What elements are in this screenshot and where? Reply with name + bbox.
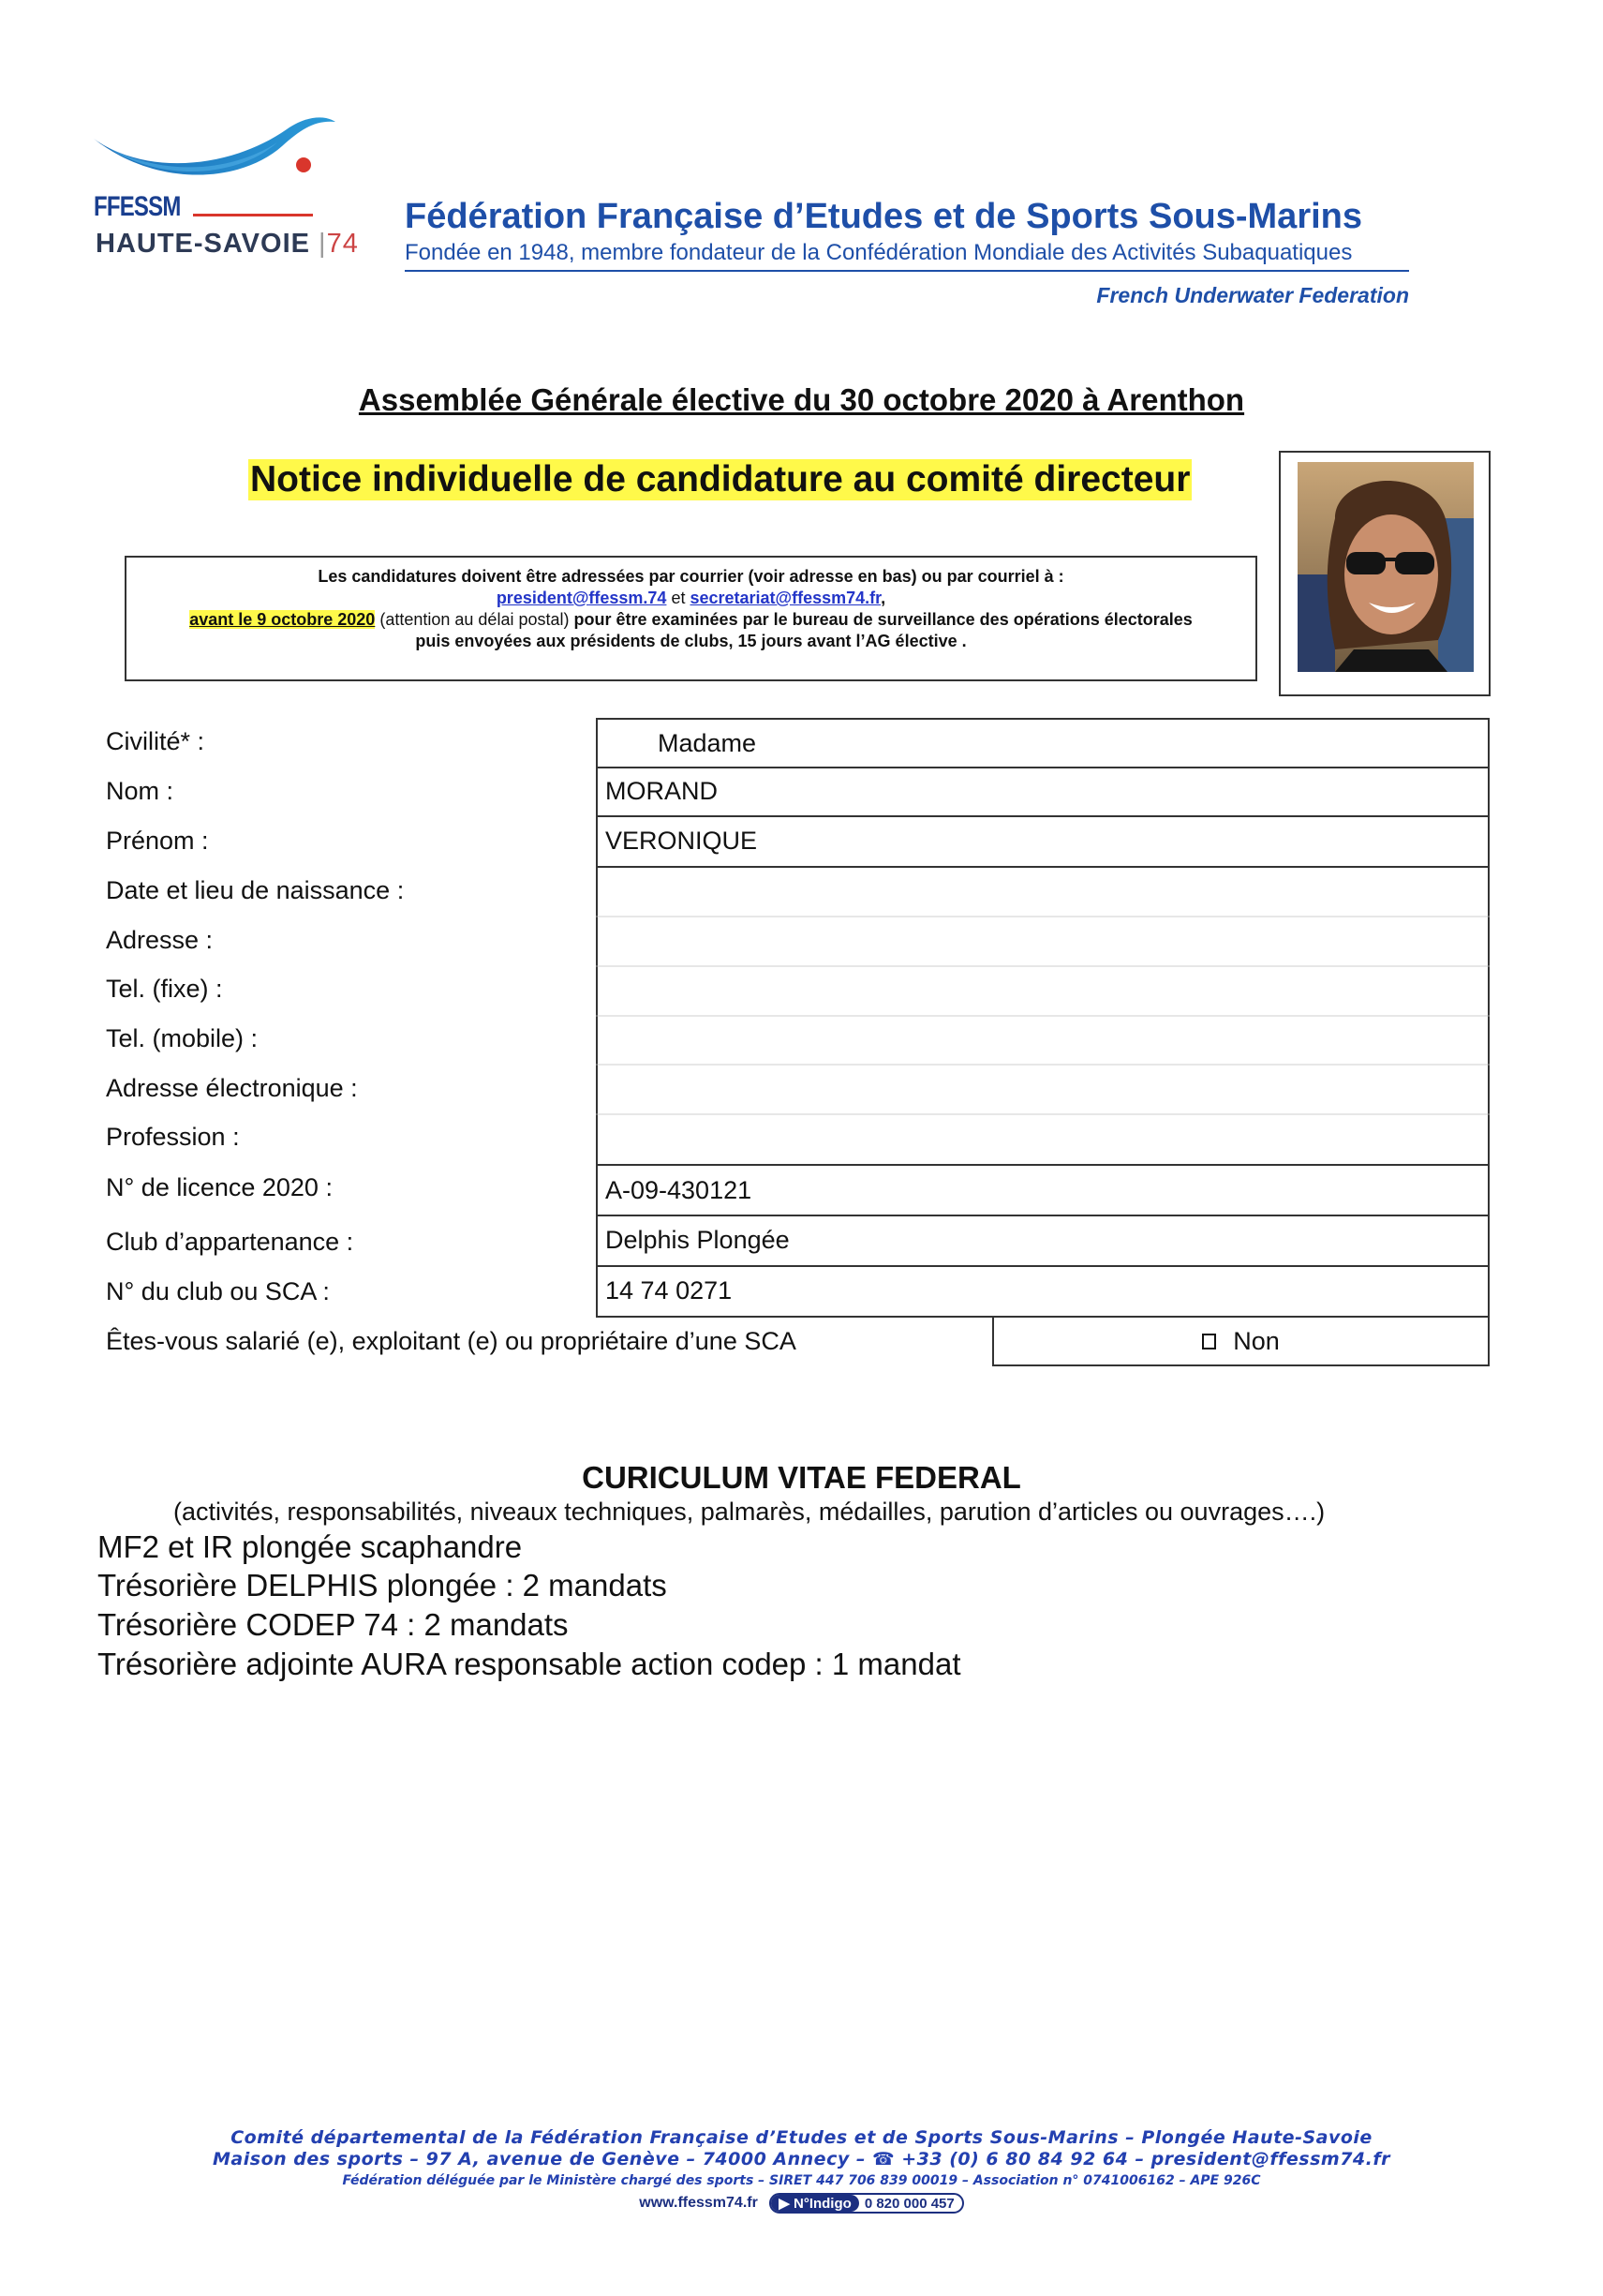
club-label: Club d’appartenance : <box>106 1228 354 1256</box>
row-divider <box>596 965 1490 967</box>
wave-logo-icon <box>90 111 352 195</box>
civilite-label: Civilité* : <box>106 727 205 755</box>
footer-legal: Fédération déléguée par le Ministère chargé des sports – SIRET 447 706 839 00019 – Association n° 0741006162 – APE 926C <box>342 2173 1261 2188</box>
salarie-field[interactable] <box>992 1316 1490 1366</box>
salarie-value: Non <box>1233 1326 1280 1355</box>
instructions-line-2 <box>126 589 1255 608</box>
club-field[interactable]: Delphis Plongée <box>596 1215 1490 1267</box>
ffessm-logo <box>90 111 359 270</box>
profession-label: Profession : <box>106 1123 240 1151</box>
comma: , <box>881 589 886 607</box>
club-number-label: N° du club ou SCA : <box>106 1277 330 1305</box>
federation-subtitle: Fondée en 1948, membre fondateur de la Confédération Mondiale des Activités Subaquatiques <box>405 240 1353 265</box>
federation-rule <box>405 270 1409 272</box>
candidate-photo <box>1298 462 1474 672</box>
nom-label: Nom : <box>106 777 174 805</box>
logo-department: HAUTE-SAVOIE |74 <box>96 229 359 259</box>
phone-icon: ▶ <box>779 2196 790 2212</box>
licence-field[interactable]: A-09-430121 <box>596 1164 1490 1216</box>
indigo-number: 0 820 000 457 <box>864 2196 955 2212</box>
postal-note: (attention au délai postal) <box>379 610 570 629</box>
indigo-badge <box>769 2193 963 2214</box>
footer-address: Maison des sports – 97 A, avenue de Genève – 74000 Annecy – ☎ +33 (0) 6 80 84 92 64 – president@ffessm74.fr <box>213 2149 1390 2169</box>
club-number-field[interactable]: 14 74 0271 <box>596 1265 1490 1318</box>
salarie-label: Êtes-vous salarié (e), exploitant (e) ou propriétaire d’une SCA <box>106 1327 796 1355</box>
indigo-label <box>771 2195 859 2212</box>
federation-title: Fédération Française d’Etudes et de Sports Sous-Marins <box>405 197 1363 236</box>
tel-mobile-label: Tel. (mobile) : <box>106 1024 259 1052</box>
cv-item: MF2 et IR plongée scaphandre <box>97 1529 523 1564</box>
logo-dept-name: HAUTE-SAVOIE <box>96 229 310 259</box>
president-email-link[interactable]: president@ffessm.74 <box>496 589 667 607</box>
tel-fixe-label: Tel. (fixe) : <box>106 975 223 1003</box>
row-divider <box>596 916 1490 917</box>
licence-label: N° de licence 2020 : <box>106 1173 333 1201</box>
instructions-line-4: puis envoyées aux présidents de clubs, 15 jours avant l’AG élective . <box>415 632 967 650</box>
row-divider <box>596 1064 1490 1066</box>
cv-item: Trésorière adjointe AURA responsable action codep : 1 mandat <box>97 1647 961 1681</box>
logo-red-rule <box>193 214 313 216</box>
cv-title: CURICULUM VITAE FEDERAL <box>582 1460 1021 1495</box>
assembly-title: Assemblée Générale élective du 30 octobre 2020 à Arenthon <box>358 382 1245 417</box>
instructions-line-3 <box>126 610 1255 630</box>
instructions-line-3-rest: pour être examinées par le bureau de surveillance des opérations électorales <box>573 610 1193 629</box>
prenom-label: Prénom : <box>106 827 209 855</box>
cv-item: Trésorière DELPHIS plongée : 2 mandats <box>97 1568 667 1603</box>
notice-title: Notice individuelle de candidature au comité directeur <box>250 459 1191 499</box>
prenom-field[interactable]: VERONIQUE <box>596 815 1490 868</box>
secretariat-email-link[interactable]: secretariat@ffessm74.fr <box>690 589 882 607</box>
checkbox-icon[interactable] <box>1202 1334 1216 1349</box>
portrait-image <box>1298 462 1474 672</box>
footer-contact <box>0 2193 1603 2214</box>
federation-english-name: French Underwater Federation <box>1096 283 1409 307</box>
personal-details-fields[interactable] <box>596 868 1490 1166</box>
row-divider <box>596 1113 1490 1115</box>
indigo-label-text: N°Indigo <box>793 2196 852 2212</box>
cv-subtitle: (activités, responsabilités, niveaux techniques, palmarès, médailles, parution d’articles ou ouvrages….) <box>173 1498 1326 1526</box>
website-link[interactable]: www.ffessm74.fr <box>639 2195 758 2212</box>
adresse-label: Adresse : <box>106 926 214 954</box>
logo-dept-number: 74 <box>326 229 359 259</box>
logo-abbreviation: FFESSM <box>94 191 181 222</box>
email-label: Adresse électronique : <box>106 1074 358 1102</box>
instructions-box <box>125 556 1257 681</box>
instructions-line-1: Les candidatures doivent être adressées par courrier (voir adresse en bas) ou par courriel à : <box>318 567 1064 586</box>
deadline-highlight: avant le 9 octobre 2020 <box>189 610 376 629</box>
footer-committee: Comité départemental de la Fédération Française d’Etudes et de Sports Sous-Marins – Plongée Haute-Savoie <box>230 2127 1373 2148</box>
and-word: et <box>671 589 686 607</box>
cv-item: Trésorière CODEP 74 : 2 mandats <box>97 1607 569 1642</box>
naissance-label: Date et lieu de naissance : <box>106 876 405 904</box>
row-divider <box>596 1015 1490 1017</box>
civilite-field[interactable]: Madame <box>596 718 1490 768</box>
nom-field[interactable]: MORAND <box>596 767 1490 817</box>
